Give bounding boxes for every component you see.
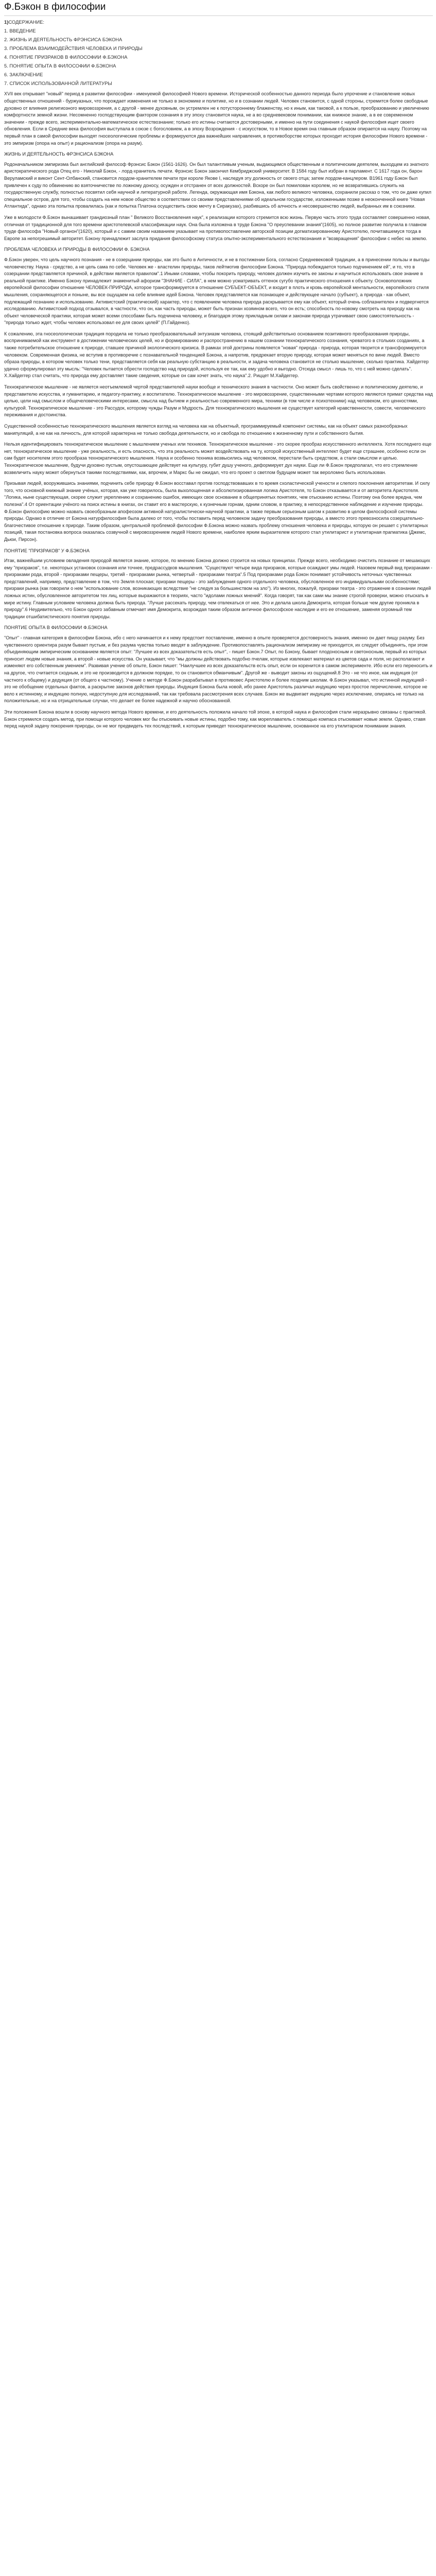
toc-number: 1) — [4, 19, 9, 25]
toc-item: 2. ЖИЗНЬ И ДЕЯТЕЛЬНОСТЬ ФРЭНСИСА БЭКОНА — [4, 36, 123, 42]
toc-label: СОДЕРЖАНИЕ: — [8, 19, 45, 25]
toc-item: 3. ПРОБЛЕМА ВЗАИМОДЕЙСТВИЯ ЧЕЛОВЕКА И ПРИРОДЫ — [4, 45, 143, 51]
body-paragraph: Технократическое мышление - не является неотъемлемой чертой представителей науки вообще и технического знания в частности. Оно может быть свойственно и политическому деятелю, и представителю искусства, и гуманитарию, и педагогу-практику, и воспитателю. Технократическое мышление - это мировоззрение, существенными чертами которого являются примат средства над целью, цели над смыслом и общечеловеческими интересами, смысла над бытием и реальностью современного мира, техники (в том числе и психотехники) над человеком, его ценностями, культурой. Технократическое мышление - это Рассудок, которому чужды Разум и Мудрость. Для технократического мышления не существует категорий нравственности, совести, человеческого переживания и достоинства. — [4, 384, 433, 418]
toc-item: 5. ПОНЯТИЕ ОПЫТА В ФИЛОСОФИИ Ф.БЭКОНА — [4, 62, 116, 69]
document-page — [0, 0, 436, 739]
toc-item: 4. ПОНЯТИЕ ПРИЗРАКОВ В ФИЛОСОФИИ Ф.БЭКОНА — [4, 54, 128, 60]
section-heading: ПРОБЛЕМА ЧЕЛОВЕКА И ПРИРОДЫ В ФИЛОСОФИИ Ф. БЭКОНА — [4, 247, 150, 252]
toc-item: 6. ЗАКЛЮЧЕНИЕ — [4, 71, 43, 77]
article-body — [4, 91, 433, 730]
toc-item: 1. ВВЕДЕНИЕ — [4, 27, 36, 33]
body-paragraph: Уже в молодости Ф.Бэкон вынашивает грандиозный план " Великого Восстановления наук", к реализации которого стремится всю жизнь. Первую часть этого труда составляет совершенно новая, отличная от традиционной для того времени аристотелевской классификации наук. Она была изложена в труде Бэкона "О преуспевании знания"(1605), но полное развитие получила в главном труде философа "Новый органон"(1620), который и с самим своим названием указывает на противопоставление авторской позиции догматизированному Аристотелю, почитавшемуся тогда в Европе за непогрешимый авторитет. Бэкону принадлежит заслуга придания философскому статуса опытно-экспериментального естествознания и "возвращения" философии с небес на землю. — [4, 214, 430, 241]
page-title: Ф.Бэкон в философии — [4, 1, 433, 16]
toc-item: 7. СПИСОК ИСПОЛЬЗОВАННОЙ ЛИТЕРАТУРЫ — [4, 80, 112, 86]
table-of-contents — [4, 19, 433, 87]
section-heading: ЖИЗНЬ И ДЕЯТЕЛЬНОСТЬ ФРЭНСИСА БЭКОНА — [4, 151, 114, 157]
body-paragraph: Существенной особенностью технократического мышления является взгляд на человека как на объектный, программируемый компонент системы, как на объект самых разнообразных манипуляций, а не как на личность, для которой характерна не только свобода деятельности, но и свобода по отношению к жизненному пути и собственного бытия. — [4, 423, 408, 436]
body-paragraph: Итак, важнейшим условием овладения природой является знание, которое, по мнению Бэкона должно строится на новых принципах. Прежде всего, необходимо очистить познание от мешающих ему "призраков", т.е. некоторых установок сознания или точнее, предрассудков мышления. "Существуют четыре вида призраков, которые осаждают умы людей. Назовем первый вид призраками - призраками рода, второй - призраками пещеры, третий - призраками рынка, четвертый - призраками театра".5 Под призраками рода Бэкон понимает устойчивость неточных чувственных представлений, например, представление в том, что Земля плоская; призраки пещеры - это заблуждения одного отдельного человека, обусловленное его индивидуальными особенностями; призраки рынка (как говорили о нем "использование слов, возникающих вследствие "не следуя за большинством на зло"). Из многих, пожалуй, призраки театра - это отражение в сознании людей ложных истин, обусловленное авторитетом тех лиц, которые выражаются в теориях, часто "идолами ложных мнений". Когда говорят, так как сами мы знание строгой проверки, можно отыскать в мире истину. Главным условием человека должна быть природа. "Лучше рассекать природу, чем отвлекаться от нее. Это и делала школа Демокрита, которая больше чем другие проникла в природу".6 Неудивительно, что Бэкон одного забавным отмечает имя Демокрита, возрождая таким образом античное философское наследие и его ее отношение, заменяя огромный тем традиции отшибатистического понятия природы. — [4, 558, 432, 619]
body-paragraph: Нельзя идентифицировать технократическое мышление с мышлением ученых или техников. Технократическое мышление - это скорее прообраз искусственного интеллекта. Хотя последнего еще нет, технократическое мышление - уже реальность, и есть опасность, что эта реальность может воздействовать на ту, которой искусственный интеллект будет еще страшнее, особенно если он сам будет носителем этого прообраза технократического мышления. Наука и особенно техника возвысились над человеком, перестали быть средством, а стали смыслом и целью. Технократическое мышление, будучи духовно пустым, опустошающее действует на культуру, губит душу ученого, деформирует дух науки. Еще ли Ф.Бэкон предполагал, что его стремление возвеличить науку может обернуться такими последствиями, как, впрочем, и Маркс бы не ожидал, что его проект о светлом будущем может так вероломно быть использован. — [4, 442, 432, 475]
section-heading: ПОНЯТИЕ ОПЫТА В ФИЛОСОФИИ Ф.БЭКОНА — [4, 625, 108, 631]
section-heading: ПОНЯТИЕ "ПРИЗРАКОВ" У Ф.БЭКОНА — [4, 548, 90, 553]
toc-heading — [4, 19, 433, 26]
body-paragraph: XVII век открывает "новый" период в развитии философии - именуемой философией Нового времени. Исторической особенностью данного периода было упрочение и становление новых общественных отношений - буржуазных, что порождает изменения не только в экономике и политике, но и в сознании людей. Человек становится, с одной стороны, стремится более свободные духовно от влияния религиозного мировоззрения, а с другой - менее духовным, он устремлен не к потустороннему блаженству, но к иным, как таковой, а к пользе, преобразованию и увеличению комфортности земной жизни. Несомненно господствующим фактором сознания в эту эпоху становится наука, не а во средневековом понимании, как книжное знание, а в ее современном значении - прежде всего, экспериментально-математическое естествознание; только его истины считаются достоверными, и именно на пути соединения с наукой философия ищет своего обновления. Если в Средние века философия выступала в союзе с богословием, а в эпоху Возрождения - с искусством, то в Новое время она главным образом опирается на науку. Поэтому на первый план в самой философии выходят гносеологические проблемы и формируются два важнейших направления, в противоборстве которых проходит история философии Нового времени - это эмпиризм (опора на опыт) и рационализм (опора на разум). — [4, 91, 429, 146]
body-paragraph: Призывая людей, вооружившись знаниями, подчинить себе природу Ф.Бэкон восставал против господствовавших в то время схоластической учености и слепого поклонения авторитетам. И силу того, что основной книжный знание учёных, которая, как уже говорилось, была выхолощенная и абсолютизированная логика Аристотеля, то Бэкон отказывается и от авторитета Аристотеля. "Логика, ныне существующая, скорее служит укреплению и сохранению ошибок, имеющих свое основание в общепринятых понятиях, чем отысканию истины. Поэтому она более вредна, чем полезна".4 От ориентации учёного на поиск истины в книгах, он ставит его в мастерскую, к кузнечным горнам, одним словом, в практику, в непосредственное наблюдение и изучение природы. Ф.Бэкон философию можно назвать своеобразным апофеозом активной натуралистически-научной практики, а также первым серьезным шагом к развитию в целом философской системы природы. Однако в отличие от Бэкона натурфилософия была далеко от того, чтобы поставить перед человеком задачу преобразования природы, а вместо этого превозносила созерцательно-благочестивое отношение к природе. Таким образом, центральной проблемой философии Ф.Бэкона можно назвать проблему отношения человека и природы, которую он решает с утилитарных позиций, такая постановка вопроса оказалась созвучной с мировоззрением людей Нового времени, наиболее ярким выразителем которого стал утилитарист и утилитарная прагматика (Джемс, Дьюи, Пирсон). — [4, 481, 430, 542]
body-paragraph: Родоначальником эмпиризма был английский философ Фрэнсис Бэкон (1561-1626). Он был талантливым ученым, выдающимся общественным и политическим деятелем, выходцем из знатного аристократического рода Отец его - Николай Бэкон, - лорд-хранитель печати. Фрэнсис Бэкон закончил Кембриджский университет. В 1584 году был избран в парламент. С 1617 года он, барон Веруламский и виконт Сент-Олбанский, становится лордом-хранителем печати при короле Якове I, наследуя эту должность от своего отца; затем лордом-канцлером. В1961 году Бэкон был привлечен к суду по обвинению во взяточничестве по ложному доносу, осужден и отстранен от всех должностей. Вскоре он был помилован королем, но не возвратившись служить на государственную службу, полностью посвятил себя научной и литературной работе. Легенда, окружающая имя Бэкона, как любого великого человека, сохранили рассказ о том, что он даже купил специальное остров, для того, чтобы создать на нем новое общество в соответствии со своими представлениями об идеальном государстве, изложенными позже в неоконченной книге "Новая Атлантида", однако эта попытка провалилась (как и попытка Платона осуществить свою мечту в Сиракузах), разбившись об алчность и несовершенство людей, выбранных им в союзники. — [4, 161, 431, 209]
body-paragraph: Ф.Бэкон уверен, что цель научного познания - не в созерцании природы, как это было в Античности, и не в постижении Бога, согласно Средневековой традиции, а в принесении пользы и выгоды человечеству. Наука - средство, а не цель сама по себе. Человек же - властелин природы, таков лейтмотив философии Бэкона. "Природа побеждается только подчинением ей", и то, что в созерцании представляется причиной, в действии является правилом".1 Иными словами, чтобы покорить природу, человек должен изучить ее законы и научиться использовать свое знание в реальной практике. Именно Бэкону принадлежит знаменитый афоризм "ЗНАНИЕ - СИЛА", в нем можно усматривать оттенок сугубо практического отношения к объекту. Основоположник европейской философии отношение ЧЕЛОВЕК-ПРИРОДА, которое трансформируется в отношение СУБЪЕКТ-ОБЪЕКТ, и входит в плоть и кровь европейской ментальности, европейского стиля мышления, сохраняющегося и поныне, вы все ощущаем на себе влияние идей Бэкона. Человек представляется как познающее и действующее начало (субъект), а природа - как объект, подлежащий познанию и использованию. Активистский (практический) характер, что с появлением человека природа раскрывается ему как объект, который очень соблазнителен и подвергнется исследованию. Активистский подход отзывался, в частности, что он, как часть природы, может быть признан хозяином всего, что он есть; способность по-новому смотреть на природу как на объект человеческой практики, которая может всеми способами быть подчинена человеку, и благодаря этому прикладным силам и законам природа утрачивает свою самостоятельность - "природа только ждет, чтобы человек использовал ее для своих целей" (П.Гайденко). — [4, 257, 430, 326]
body-paragraph: Эти положения Бэкона вошли в основу научного метода Нового времени, и его деятельность положила начало той эпохе, в которой наука и философия стали неразрывно связаны с практикой. Бэкон стремился создать метод, при помощи которого человек мог бы отыскивать новые истины, подобно тому, как мореплаватель с помощью компаса отыскивает новые земли. Однако, ставя перед наукой задачу покорения природы, он не мог предвидеть тех последствий, к которым приведет технократическое мышление, основанное на его утилитарном понимании знания. — [4, 709, 427, 729]
body-paragraph: К сожалению, эта гносеологическая традиция породила не только преобразовательный энтузиазм человека, стоящий действительно основанием позитивного преобразования природы, воспринимаемой как инструмент в достижении человеческих целей, но и формированию и распространению в нашем сознании технократического сознания, чреватого в стольких созданиях, а также потребительское отношение к природе, ставшее причиной экологического кризиса. В рамках этой доктрины появляется "новая" природа - природа, которая творится и трансформируется человеком. Современная физика, не вступив в противоречие с познавательной тенденцией Бэкона, а напротив, предрекает вторую природу, которая может меняться по вине людей. Вместо образа природы, в котором человек только тени, представляется себя как реальную субстанцию в реальности, и задача человека становится не столько мышление, сколько практика. Хайдеггер удачно сформулировал эту мысль: "Человек пытается обрести господство над природой, используя ее так, как ему удобно и выгодно. Отсюда смысл - лишь то, что с ней можно сделать". Х.Хайдеггер стал считать, что природа ему доставляет такие сведения, которые он сам хочет знать, что наука".2. Риццет М.Хайдеггер. — [4, 331, 429, 379]
body-paragraph: "Опыт" - главная категория в философии Бэкона, ибо с него начинается и к нему предстоит поставление, именно в опыте проверяется достоверность знания, именно он дает пищу разуму. Без чувственного ориентира разум бывает пустым, и без разума чувства только вводят в заблуждение. Противопоставлять рационализм эмпиризму не приходится, их следует объединять, при этом объединяющим эмпирическим основанием является опыт: "Лучшее из всех доказательств есть опыт", - пишет Бэкон.7 Опыт, по Бэкону, бывает плодоносным и светоносным, первый из которых приносит людям новые знания, а второй - новые искусства. Он указывает, что "мы должны действовать подобно пчелам, которые извлекают материал из цветов сада и поля, но располагают и изменяют его собственным умением". Развивая учение об опыте, Бэкон пишет: "Наилучшее из всех доказательств есть опыт, если он коренится в самом эксперименте. Ибо если его переносить и на другое, что считается сходным, и это не производится в должном порядке, то он становится обманчивым". Другой же - выводит законы из ощущений.8 Это - не что иное, как индукция (от частного к общему) и дедукция (от общего к частному). Учение о методе Ф.Бэкон разрабатывал в противовес Аристотелю и более поздним школам. Ф.Бэкон указывал, что истинной индукцией - это не обобщение отдельных фактов, а раскрытие законов действия природы. Индукция Бэкона была новой, ибо ранее Аристотель различал индукцию через простое перечисление, которое не вело к истинному, и индукцию полную, недоступную для исследований, так как требовала рассмотрения всех случаев. Бэкон же выдвигает индукцию через исключение, опираясь не только на положительные, но и на отрицательные случаи, что делает ее более надежной и научно обоснованной. — [4, 635, 432, 704]
